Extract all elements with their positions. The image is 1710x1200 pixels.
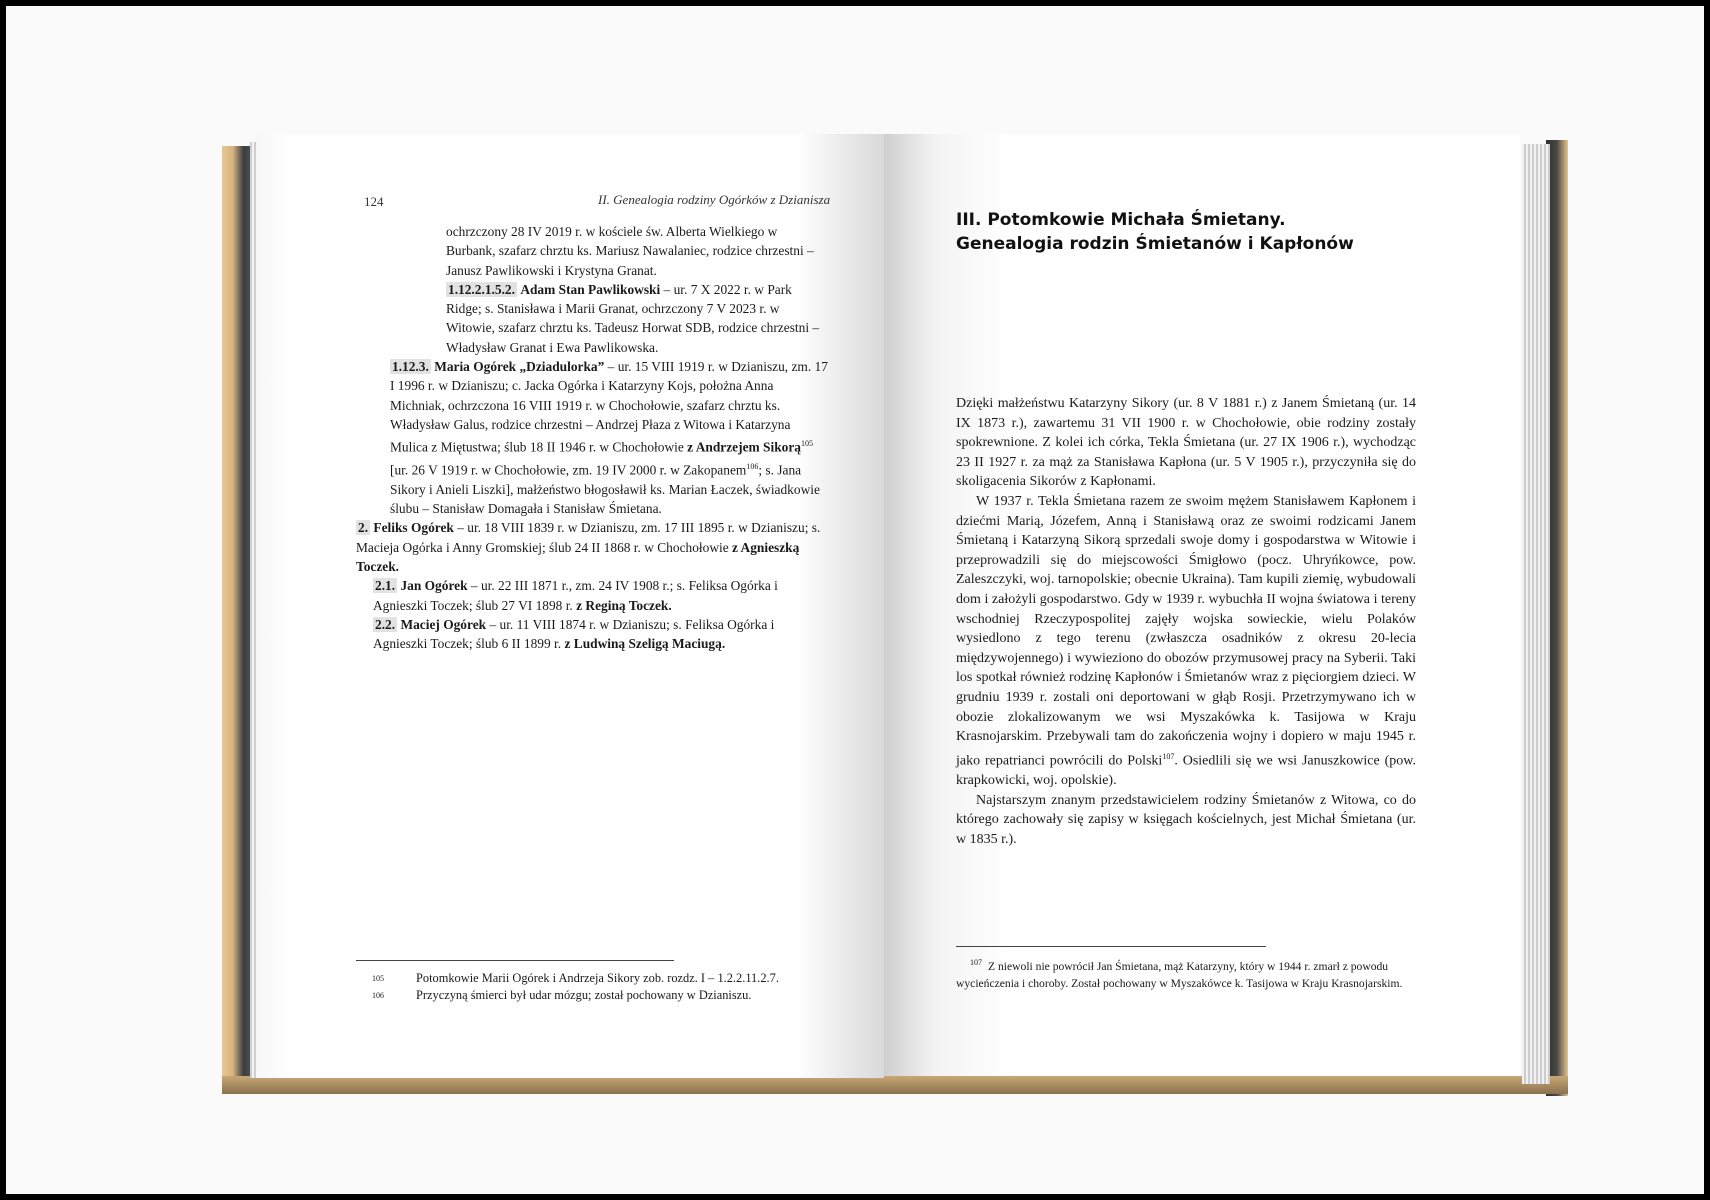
footnote-text: Przyczyną śmierci był udar mózgu; został pochowany w Dzianiszu. [416, 988, 752, 1002]
chapter-title-line-1: III. Potomkowie Michała Śmietany. [956, 210, 1286, 230]
footnote-ref: 105 [800, 439, 813, 449]
genealogy-text [356, 222, 828, 653]
genealogy-entry [356, 280, 828, 357]
entry-text: [ur. 26 V 1919 r. w Chochołowie, zm. 19 IV 2000 r. w Zakopanem [390, 462, 747, 478]
footnote-mark: 107 [970, 958, 982, 967]
right-page [884, 134, 1520, 1076]
footnote-text: Z niewoli nie powrócił Jan Śmietana, mąż Katarzyny, który w 1944 r. zmarł z powodu wycieńczenia i choroby. Został pochowany w Myszakówce k. Tasijowa w Kraju Krasnojarskim. [956, 959, 1403, 990]
entry-text: – ur. 7 X 2022 r. w Park Ridge; s. Stanisława i Marii Granat, ochrzczony 7 V 2023 r. w Witowie, szafarz chrztu ks. Tadeusz Horwat SDB, rodzice chrzestni – Władysław Granat i Ewa Pawlikowska. [446, 281, 820, 355]
page-stack-right [1522, 144, 1550, 1084]
entry-number: 2.1. [375, 578, 396, 594]
chapter-body [956, 394, 1416, 849]
footnote [956, 954, 1416, 992]
left-page [256, 134, 884, 1078]
entry-number: 1.12.3. [392, 359, 429, 375]
entry-name: Maria Ogórek „Dziadulorka” [434, 359, 605, 375]
footnotes [356, 970, 816, 1004]
page-number: 124 [364, 194, 384, 209]
entry-spouse: z Agnieszką Toczek. [356, 539, 800, 574]
footnote [356, 970, 816, 987]
footnote-mark: 105 [372, 974, 384, 983]
entry-number: 2. [358, 520, 369, 536]
entry-text: – ur. 18 VIII 1839 r. w Dzianiszu, zm. 17 III 1895 r. w Dzianiszu; s. Macieja Ogórka i Anny Gromskiej; ślub 24 II 1868 r. w Chochołowie [356, 520, 821, 555]
footnote-text: Potomkowie Marii Ogórek i Andrzeja Sikory zob. rozdz. I – 1.2.2.11.2.7. [416, 971, 779, 985]
entry-text: ; s. Jana Sikory i Anieli Liszki], małżeństwo błogosławił ks. Marian Łaczek, świadkowie ślubu – Stanisław Domagała i Stanisław Śmietana. [390, 462, 820, 517]
entry-name: Feliks Ogórek [373, 520, 454, 536]
footnote-ref: 107 [1162, 751, 1175, 761]
entry-text: – ur. 11 VIII 1874 r. w Dzianiszu; s. Feliksa Ogórka i Agnieszki Toczek; ślub 6 II 1899 r. [373, 616, 775, 652]
entry-text: – ur. 22 III 1871 r., zm. 24 IV 1908 r.; s. Feliksa Ogórka i Agnieszki Toczek; ślub 27 VI 1898 r. [373, 578, 778, 613]
entry-name: Maciej Ogórek [400, 616, 487, 632]
paragraph-text: . Osiedlili się we wsi Januszkowice (pow. krapkowicki, woj. opolskie). [956, 753, 1416, 788]
genealogy-entry [356, 576, 828, 615]
paragraph-text: W 1937 r. Tekla Śmietana razem ze swoim mężem Stanisławem Kapłonem i dziećmi Marią, Józefem, Anną i Stanisławą oraz ze swoimi rodzicami Janem Śmietaną i Katarzyną Sikorą sprzedali swoje domy i gospodarstwa w Witowie i przeprowadzili się do miejscowości Śmigłowo (pocz. Uhryńkowce, pow. Zaleszczyki, woj. tarnopolskie; obecnie Ukraina). Tam kupili ziemię, wybudowali dom i założyli gospodarstwo. Gdy w 1939 r. wybuchła II wojna światowa i tereny wschodniej Rzeczypospolitej zajęły wojska sowieckie, wielu Polaków wysiedlono z tego terenu (zwłaszcza osadników z okresu 20-lecia międzywojennego) i wywieziono do obozów przymusowej pracy na Syberii. Taki los spotkał również rodzinę Kapłonów i Śmietanów wraz z pięciorgiem dzieci. W grudniu 1939 r. zostali oni deportowani w głąb Rosji. Przetrzymywano ich w obozie zlokalizowanym we wsi Myszakówka k. Tasijowa w Kraju Krasnojarskim. Przebywali tam do zakończenia wojny i dopiero w maju 1945 r. jako repatrianci powrócili do Polski [956, 493, 1416, 769]
entry-number: 1.12.2.1.5.2. [448, 281, 515, 297]
footnote-mark: 106 [372, 991, 384, 1000]
footnote-rule [356, 960, 674, 961]
running-head: II. Genealogia rodziny Ogórków z Dzianisza [598, 192, 831, 207]
footnote-rule [956, 946, 1266, 947]
genealogy-entry [356, 615, 828, 654]
chapter-title [956, 208, 1436, 256]
entry-text: – ur. 15 VIII 1919 r. w Dzianiszu, zm. 17 I 1996 r. w Dzianiszu; c. Jacka Ogórka i Katarzyny Kojs, położna Anna Michniak, ochrzczona 16 VIII 1919 r. w Chochołowie, szafarz chrztu ks. Władysław Galus, rodzice chrzestni – Andrzej Płaza z Witowa i Katarzyna Mulica z Miętustwa; ślub 18 II 1946 r. w Chochołowie [390, 359, 828, 455]
paragraph: Najstarszym znanym przedstawicielem rodziny Śmietanów z Witowa, co do którego zachowały się zapisy w księgach kościelnych, jest Michał Śmietana (ur. w 1835 r.). [956, 792, 1416, 847]
chapter-title-line-2: Genealogia rodzin Śmietanów i Kapłonów [956, 234, 1354, 254]
footnote-ref: 106 [746, 462, 759, 472]
entry-spouse: z Reginą Toczek. [576, 597, 672, 613]
footnote [356, 987, 816, 1004]
entry-name: Adam Stan Pawlikowski [520, 281, 661, 297]
entry-continuation: ochrzczony 28 IV 2019 r. w kościele św. Alberta Wielkiego w Burbank, szafarz chrztu ks. Mariusz Nawalaniec, rodzice chrzestni – Janusz Pawlikowski i Krystyna Granat. [446, 224, 814, 278]
entry-spouse: z Andrzejem Sikorą [687, 439, 801, 455]
genealogy-entry [356, 357, 828, 518]
paragraph: Dzięki małżeństwu Katarzyny Sikory (ur. 8 V 1881 r.) z Janem Śmietaną (ur. 14 IX 1873 r.), zawartemu 31 VII 1900 r. w Chochołowie, obie rodziny zostały spokrewnione. Z kolei ich córka, Tekla Śmietana (ur. 27 IX 1906 r.), wychodząc 23 II 1927 r. za mąż za Stanisława Kapłona (ur. 5 V 1905 r.), przyczyniła się do skoligacenia Sikorów z Kapłonami. [956, 396, 1416, 490]
book-bottom-edge [222, 1076, 1568, 1094]
paragraph [956, 492, 1416, 791]
entry-number: 2.2. [375, 616, 396, 632]
genealogy-entry [356, 518, 828, 576]
entry-name: Jan Ogórek [400, 578, 468, 594]
entry-spouse: z Ludwiną Szeligą Maciugą. [564, 636, 726, 652]
